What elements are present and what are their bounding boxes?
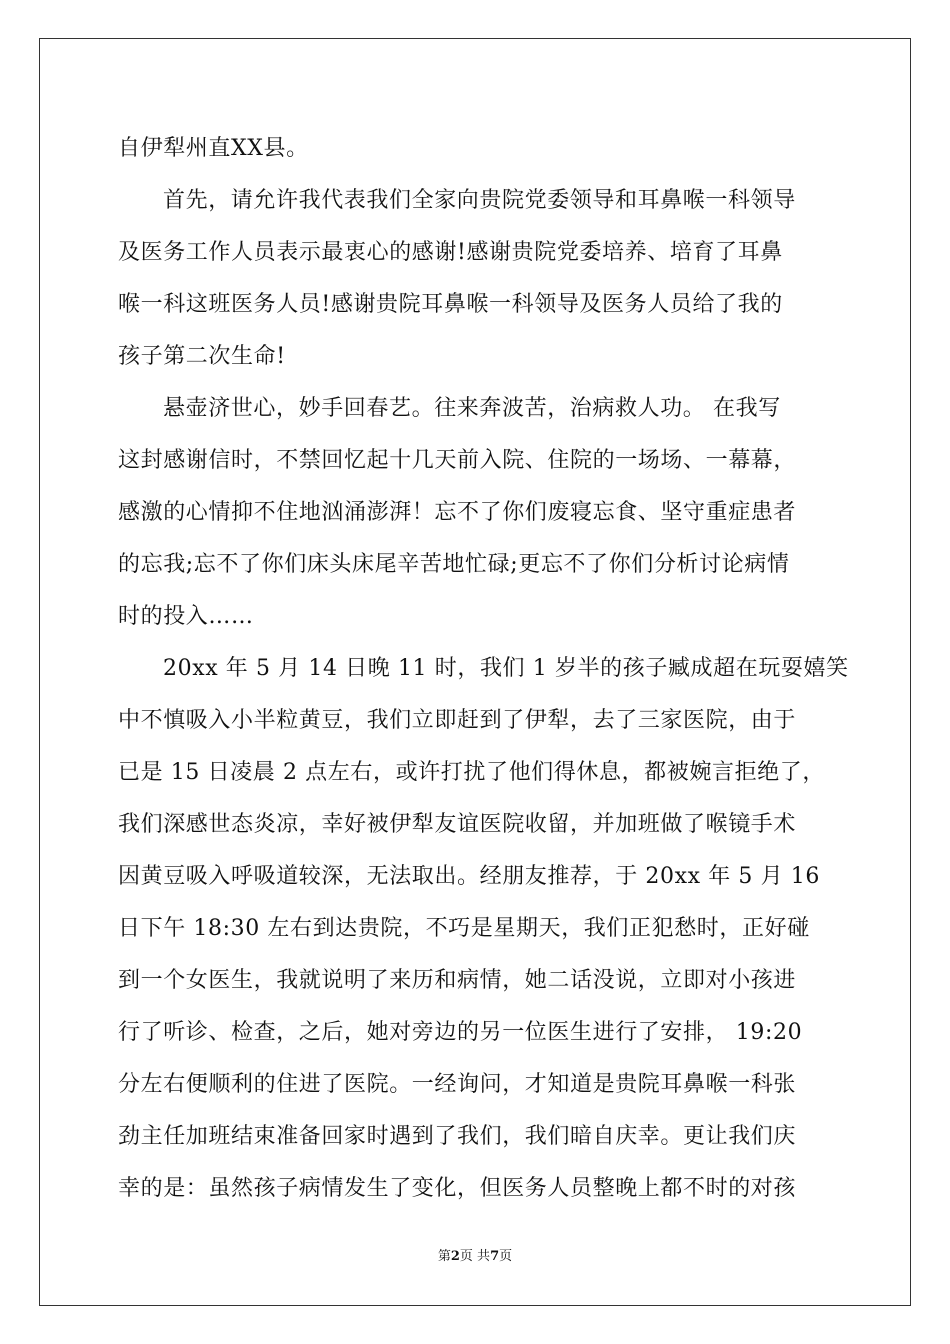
page-number-total: 7	[490, 1249, 500, 1264]
text-line: 已是 15 日凌晨 2 点左右，或许打扰了他们得休息，都被婉言拒绝了，	[118, 760, 825, 785]
text-line: 因黄豆吸入呼吸道较深，无法取出。经朋友推荐，于 20xx 年 5 月 16	[118, 864, 820, 889]
text-line: 悬壶济世心，妙手回春艺。往来奔波苦，治病救人功。 在我写	[163, 396, 781, 421]
text-line: 我们深感世态炎凉，幸好被伊犁友谊医院收留，并加班做了喉镜手术	[118, 812, 797, 837]
text-line: 中不慎吸入小半粒黄豆，我们立即赶到了伊犁，去了三家医院，由于	[118, 708, 797, 733]
text-line: 及医务工作人员表示最衷心的感谢!感谢贵院党委培养、培育了耳鼻	[118, 240, 783, 265]
text-line: 日下午 18:30 左右到达贵院，不巧是星期天，我们正犯愁时，正好碰	[118, 916, 810, 941]
text-line: 分左右便顺利的住进了医院。一经询问，才知道是贵院耳鼻喉一科张	[118, 1072, 797, 1097]
text-line: 时的投入……	[118, 604, 254, 629]
page-number-suffix: 页	[499, 1249, 513, 1264]
page-number-mid: 页 共	[459, 1249, 491, 1264]
text-line: 的忘我;忘不了你们床头床尾辛苦地忙碌;更忘不了你们分析讨论病情	[118, 552, 790, 577]
text-line: 行了听诊、检查，之后，她对旁边的另一位医生进行了安排， 19:20	[118, 1020, 803, 1045]
text-line: 到一个女医生，我就说明了来历和病情，她二话没说，立即对小孩进	[118, 968, 797, 993]
page-number-prefix: 第	[437, 1249, 451, 1264]
text-line: 自伊犁州直XX县。	[118, 136, 309, 161]
text-line: 感激的心情抑不住地汹涌澎湃！忘不了你们废寝忘食、坚守重症患者	[118, 500, 797, 525]
text-line: 这封感谢信时，不禁回忆起十几天前入院、住院的一场场、一幕幕，	[118, 448, 797, 473]
page-footer	[0, 1249, 950, 1265]
text-line: 20xx 年 5 月 14 日晚 11 时，我们 1 岁半的孩子臧成超在玩耍嬉笑	[163, 656, 849, 681]
page-number-current: 2	[450, 1249, 460, 1264]
text-line: 喉一科这班医务人员!感谢贵院耳鼻喉一科领导及医务人员给了我的	[118, 292, 783, 317]
text-line: 幸的是：虽然孩子病情发生了变化，但医务人员整晚上都不时的对孩	[118, 1176, 797, 1201]
text-line: 劲主任加班结束准备回家时遇到了我们，我们暗自庆幸。更让我们庆	[118, 1124, 797, 1149]
text-line: 孩子第二次生命!	[118, 344, 286, 369]
text-line: 首先，请允许我代表我们全家向贵院党委领导和耳鼻喉一科领导	[163, 188, 796, 213]
